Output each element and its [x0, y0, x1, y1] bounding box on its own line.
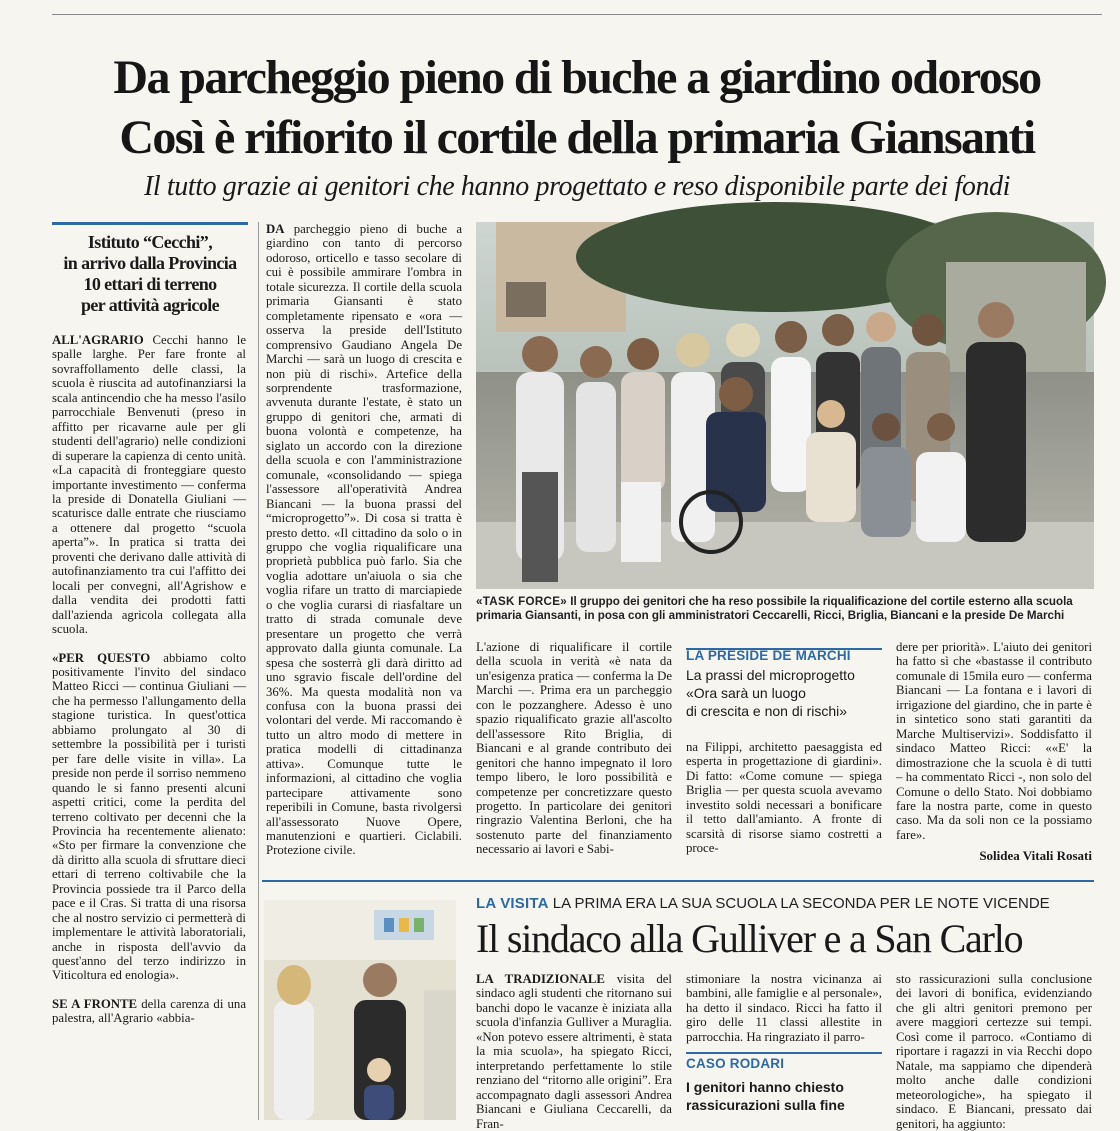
sidebar-headline-line: in arrivo dalla Provincia — [63, 253, 237, 273]
sidebar-headline — [52, 232, 248, 316]
paragraph-lead: ALL'AGRARIO — [52, 333, 144, 347]
main-story-column-4: na Filippi, architetto paesaggista ed esperta in progettazione di giardini». Di fatto: «Come comune — spiega Briglia — per questa scuola avevamo investito soldi necessari a bonificare il tetto dall'amianto. A fronte di scarsità di risorse siamo costretti a proce- — [686, 740, 882, 856]
caption-tag: «TASK FORCE» — [476, 595, 567, 608]
paragraph-lead: LA TRADIZIONALE — [476, 972, 605, 986]
paragraph-text: Cecchi hanno le spalle larghe. Per fare fronte al sovraffollamento delle classi, la scuola è riuscita ad autofinanziarsi la scala antincendio che ha messo l'asilo parrocchiale Benvenuti (preso in affitto per ricavarne aule per gli studenti dell'agrario) nelle condizioni di superare la capienza di cento unità. «La capacità di fronteggiare questo importante investimento — conferma la preside di Donatella Giuliani — scaturisce dalle entrate che riusciamo a ottenere dal progetto “scuola aperta”». In pratica si tratta dei proventi che derivano dalle attività di autofinanziamento tra cui l'affitto dei locali per convegni, all'Agrishow e dalla vendita dei prodotti fatti dall'azienda agricola collegata alla scuola. — [52, 333, 246, 637]
headline-line-2: Così è rifiorito il cortile della primaria Giansanti — [119, 111, 1035, 164]
box-rule — [686, 1052, 882, 1054]
box-title-line: La prassi del microprogetto — [686, 667, 855, 683]
paragraph-lead: DA — [266, 222, 285, 236]
subheadline: Il tutto grazie ai genitori che hanno progettato e reso disponibile parte dei fondi — [143, 171, 1011, 202]
sidebar-rule — [52, 222, 248, 225]
box-title-line: rassicurazioni sulla fine — [686, 1097, 845, 1113]
sidebar-headline-line: 10 ettari di terreno — [83, 274, 217, 294]
sidebar-headline-line: Istituto “Cecchi”, — [87, 232, 213, 252]
paragraph-lead: «PER QUESTO — [52, 650, 151, 665]
paragraph-text: parcheggio pieno di buche a giardino con tanto di percorso odoroso, orticello e tasso secolare di cui è possibile ammirare l'ombra in totale sicurezza. Il cortile della scuola primaria Giansanti è stato completamente ripensato e «ora — osserva la preside dell'Istituto comprensivo Gaudiano Angela De Marchi — sarà un luogo di crescita e non più di rischi». Artefice della sorprendente trasformazione, avvenuta durante l'estate, è stato un gruppo di genitori che, armati di buona volontà e competenze, ha siglato un accordo con la direzione della scuola e con l'amministrazione comunale, «consolidando — spiega l'assessore all'operatività Andrea Biancani — la buona prassi del “microprogetto”». Di cosa si tratta è presto detto. «Il cittadino da solo o in gruppo che voglia riqualificare una proprietà pubblica può farlo. Sia che voglia adottare un'aiuola o sia che voglia rifare un tratto di marciapiede o che voglia curarsi di riasfaltare un tratto di strada comunale deve presentare un progetto che verrà approvato dalla giunta comunale. La spesa che sosterrà gli darà diritto ad uno sgravio fiscale dell'ordine del 36%. Ma questa modalità non va confusa con la buona prassi dei volontari del verde. Mi raccomando è tutto un altro modo di mettere in pratica modelli di cittadinanza attiva». Comunque tutte le informazioni, al cittadino che voglia partecipare attivamente sono reperibili in Comune, basta rivolgersi all'assessorato Nuove Opere, manutenzioni e quartieri. Ciclabili. Protezione civile. — [266, 222, 462, 858]
sidebar-body — [52, 333, 246, 1120]
photo-caption — [476, 595, 1094, 623]
caption-text: Il gruppo dei genitori che ha reso possibile la riqualificazione del cortile esterno alla scuola primaria Giansanti, in posa con gli amministratori Ceccarelli, Ricci, Briglia, Biancani e la preside De Marchi — [476, 595, 1073, 622]
bottom-story-kicker — [476, 894, 1096, 914]
main-story-column-3: L'azione di riqualificare il cortile della scuola in verità «è nata da un'esigenza pratica — conferma la De Marchi —. Prima era un parcheggio con le pozzanghere. Adesso è uno spazio riqualificato grazie all'ascolto dell'assessore Rito Briglia, di Biancani e al grande contributo dei genitori che hanno impegnato il loro tempo libero, le loro possibilità e competenze per concretizzare questo progetto. In particolare dei genitori ringrazio Valentina Berloni, che ha sostenuto parte del finanziamento necessario ai lavori e Sabi- — [476, 640, 672, 857]
paragraph-text: della carenza di una palestra, all'Agrario «abbia- — [52, 996, 246, 1026]
box-title-line: di crescita e non di rischi» — [686, 703, 848, 719]
top-rule — [52, 14, 1102, 15]
main-story-column-1 — [266, 222, 462, 872]
kicker-tag: LA VISITA — [476, 895, 549, 912]
bottom-story-column-3: sto rassicurazioni sulla conclusione dei lavori di bonifica, evidenziando che gli altri genitori premono per avere maggiori certezze sui tempi. Così come il parroco. «Contiamo di riportare i ragazzi in via Recchi dopo Natale, ma sappiamo che dipenderà molto anche dalle condizioni meteorologiche», ha spiegato il sindaco. E Biancani, pressato dai genitori, ha aggiunto: — [896, 972, 1092, 1131]
sidebar-headline-line: per attività agricole — [80, 295, 220, 315]
column-divider — [258, 222, 259, 1120]
paragraph-lead: SE A FRONTE — [52, 996, 138, 1011]
bottom-story-column-1 — [476, 972, 672, 1131]
paragraph-text: visita del sindaco agli studenti che ritornano sui banchi dopo le vacanze è iniziata alla scuola d'infanzia Gulliver a Muraglia. «Non potevo essere altrimenti, è stata la mia scuola», ha spiegato Ricci, interpretando perfettamente lo stile renziano del “ritorno alle origini”. Era accompagnato dagli assessori Andrea Biancani e Giuliana Ceccarelli, da Fran- — [476, 972, 672, 1131]
byline: Solidea Vitali Rosati — [979, 848, 1092, 863]
bottom-story-headline: Il sindaco alla Gulliver e a San Carlo — [476, 916, 1023, 961]
main-story-column-5: dere per priorità». L'aiuto dei genitori ha fatto sì che «bastasse il contributo comunale di 15mila euro — conferma Biancani — La fontana e i lavori di irrigazione del giardino, che in parte è in sintetico sono stati garantiti da Marche Multiservizi». Soddisfatto il sindaco Matteo Ricci: ««E' la dimostrazione che la scuola è di tutti – ha commentato Ricci -, non solo del Comune o dello Stato. Noi dobbiamo fare la nostra parte, come in questo caso. Ma da soli non ce la possiamo fare». — [896, 640, 1092, 842]
box-label: CASO RODARI — [686, 1056, 785, 1071]
box-title-line: I genitori hanno chiesto — [686, 1079, 844, 1095]
box-label: LA PRESIDE DE MARCHI — [686, 648, 851, 663]
group-photo — [476, 222, 1094, 589]
bottom-story-column-2: stimoniare la nostra vicinanza ai bambini, alle famiglie e al personale», ha detto il sindaco. Ricci ha fatto il giro delle 11 classi allestite in parrocchia. Ha ringraziato il parro- — [686, 972, 882, 1044]
box-title — [686, 1078, 882, 1114]
kicker-text: LA PRIMA ERA LA SUA SCUOLA LA SECONDA PER LE NOTE VICENDE — [548, 895, 1050, 912]
headline-line-1: Da parcheggio pieno di buche a giardino odoroso — [113, 51, 1041, 104]
school-visit-photo — [264, 900, 456, 1120]
pullquote-box — [686, 648, 882, 720]
box-title-line: «Ora sarà un luogo — [686, 685, 806, 701]
section-rule — [262, 880, 1094, 882]
paragraph-text: abbiamo colto positivamente l'invito del sindaco Matteo Ricci — continua Giuliani — che ha permesso l'allungamento della stagione turistica. In quest'ottica abbiamo prolungato al 30 di settembre la possibilità per i turisti per fare delle visite in villa». La preside non perde il sorriso nemmeno quando le si fanno presenti alcuni aspetti critici, come la perdita del terreno coltivato per decenni che la Provincia ha recentemente alienato: «Sto per firmare la convenzione che dà diritto alla scuola di sfruttare dieci ettari di terreno coltivabile che la Provincia possiede tra il Parco della pace e il Cras. Si tratta di una risorsa che al nostro servizio ci permetterà di implementare le attività laboratoriali, anche in risposta dell'avvio da quest'anno del terzo indirizzo in Viticoltura ed enologia». — [52, 650, 246, 983]
